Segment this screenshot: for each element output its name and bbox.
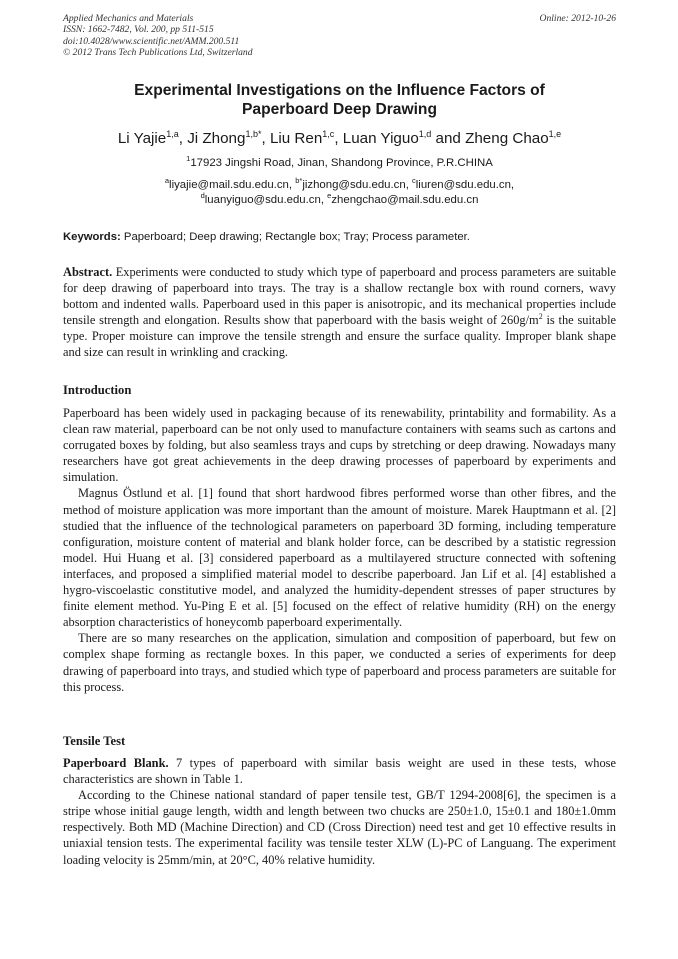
affiliation-marker: 1 <box>186 154 191 163</box>
abstract-paragraph <box>63 264 616 361</box>
abstract-text-continued: is the suitable type. Proper moisture can improve the tensile strength and ensure the surface quality. Improper blank shape and size can result in wrinkling and cracking. <box>63 313 617 360</box>
introduction-body <box>63 405 616 695</box>
paragraph: There are so many researches on the application, simulation and composition of paperboard, but few on complex shape forming as rectangle boxes. In this paper, we conducted a series of experiments for deep drawing of paperboard into trays, and studied which type of paperboard and process parameters are suitable for this process. <box>63 631 616 694</box>
email-address: jizhong@sdu.edu.cn, <box>302 179 413 191</box>
paragraph: Magnus Östlund et al. [1] found that short hardwood fibres performed worse than other fibres, and the method of moisture application was more important than the amount of moisture. Marek Hauptmann et al. [2] studied that the influence of the technological parameters on paperboard 3D forming, including temperature configuration, moisture content of material and blank holder force, can be described by a statistic regression model. Hui Huang et al. [3] considered paperboard as a multilayered structure connected with softening interfaces, and proposed a simplified material model to describe paperboard. Jan Lif et al. [4] established a hygro-viscoelastic constitutive model, and analyzed the humidity-dependent stresses of paper structures by finite element method. Yu-Ping E et al. [5] focused on the effect of relative humidity (RH) on the energy absorption characteristics of honeycomb paperboard experimentally. <box>63 486 616 630</box>
author-name: Ji Zhong <box>187 130 246 147</box>
author-affil-marker: 1,e <box>548 129 562 139</box>
title-line-1: Experimental Investigations on the Influence Factors of <box>134 82 545 99</box>
paragraph-lead: Paperboard Blank. <box>63 756 169 770</box>
paragraph <box>63 755 616 787</box>
journal-name: Applied Mechanics and Materials <box>63 13 194 24</box>
author-name: Liu Ren <box>269 130 323 147</box>
author-affil-marker: 1,a <box>166 129 179 139</box>
author-name: Luan Yiguo <box>342 130 419 147</box>
email-marker: e <box>327 191 332 200</box>
email-marker: b* <box>295 176 303 185</box>
keywords-label: Keywords: <box>63 231 121 243</box>
email-line-1 <box>63 178 616 193</box>
author-affil-marker: 1,c <box>322 129 335 139</box>
abstract-text: Experiments were conducted to study which type of paperboard and process parameters are suitable for deep drawing of paperboard into trays. The tray is a shallow rectangle box with round corners, wavy bottom and indented walls. Paperboard used in this paper is anisotropic, and its mechanical properties include tensile strength and elongation. Results show that paperboard with the basis weight of 260g/m <box>63 265 616 328</box>
affiliation-address: 17923 Jingshi Road, Jinan, Shandong Province, P.R.CHINA <box>190 157 493 169</box>
email-line-2 <box>63 193 616 208</box>
email-address: zhengchao@mail.sdu.edu.cn <box>331 194 479 206</box>
issn-line: ISSN: 1662-7482, Vol. 200, pp 511-515 <box>63 24 214 36</box>
paper-title <box>63 81 616 119</box>
keywords <box>63 230 616 244</box>
superscript-2: 2 <box>538 312 543 322</box>
email-marker: d <box>200 191 205 200</box>
copyright-line: © 2012 Trans Tech Publications Ltd, Switzerland <box>63 47 253 59</box>
author-emails <box>63 178 616 208</box>
email-address: liuren@sdu.edu.cn, <box>415 179 515 191</box>
author-list <box>63 130 616 148</box>
author-name: Zheng Chao <box>465 130 549 147</box>
email-marker: a <box>164 176 170 185</box>
author-separator: , <box>261 130 270 147</box>
author-affil-marker: 1,b* <box>245 129 262 139</box>
abstract-label: Abstract. <box>63 265 113 279</box>
title-line-2: Paperboard Deep Drawing <box>242 101 437 118</box>
journal-header <box>63 13 616 59</box>
paragraph: Paperboard has been widely used in packaging because of its renewability, printability and formability. As a clean raw material, paperboard can be not only used to manufacture containers with seams such as cartons and corrugated boxes by folding, but also seamless trays and cups by stretching or deep drawing. Nowadays many researchers have got great achievements in the deep drawing processes of paperboard by experiments and simulation. <box>63 406 616 485</box>
affiliation <box>63 156 616 170</box>
section-heading-introduction: Introduction <box>63 383 132 397</box>
email-marker: c <box>412 176 416 185</box>
author-affil-marker: 1,d <box>418 129 432 139</box>
online-date: Online: 2012-10-26 <box>539 13 616 24</box>
author-separator: , <box>178 130 188 147</box>
tensile-test-body <box>63 755 616 868</box>
email-address: liyajie@mail.sdu.edu.cn, <box>169 179 296 191</box>
section-heading-tensile-test: Tensile Test <box>63 734 126 748</box>
author-separator: , <box>334 130 343 147</box>
email-address: luanyiguo@sdu.edu.cn, <box>204 194 328 206</box>
paragraph: According to the Chinese national standard of paper tensile test, GB/T 1294-2008[6], the specimen is a stripe whose initial gauge length, width and length between two chucks are 250±1.0, 15±0.1 and 180±1.0mm respectively. Both MD (Machine Direction) and CD (Cross Direction) need test and get 10 effective results in uniaxial tension tests. The experimental facility was tensile tester XLW (L)-PC of Languang. The experiment loading velocity is 25mm/min, at 20°C, 40% relative humidity. <box>63 788 616 867</box>
abstract <box>63 264 616 361</box>
paragraph-text: 7 types of paperboard with similar basis weight are used in these tests, whose characteristics are shown in Table 1. <box>63 756 616 787</box>
keywords-text: Paperboard; Deep drawing; Rectangle box; Tray; Process parameter. <box>120 231 470 243</box>
author-name: Li Yajie <box>117 130 167 147</box>
author-separator: and <box>431 130 466 147</box>
doi-line: doi:10.4028/www.scientific.net/AMM.200.511 <box>63 35 240 47</box>
